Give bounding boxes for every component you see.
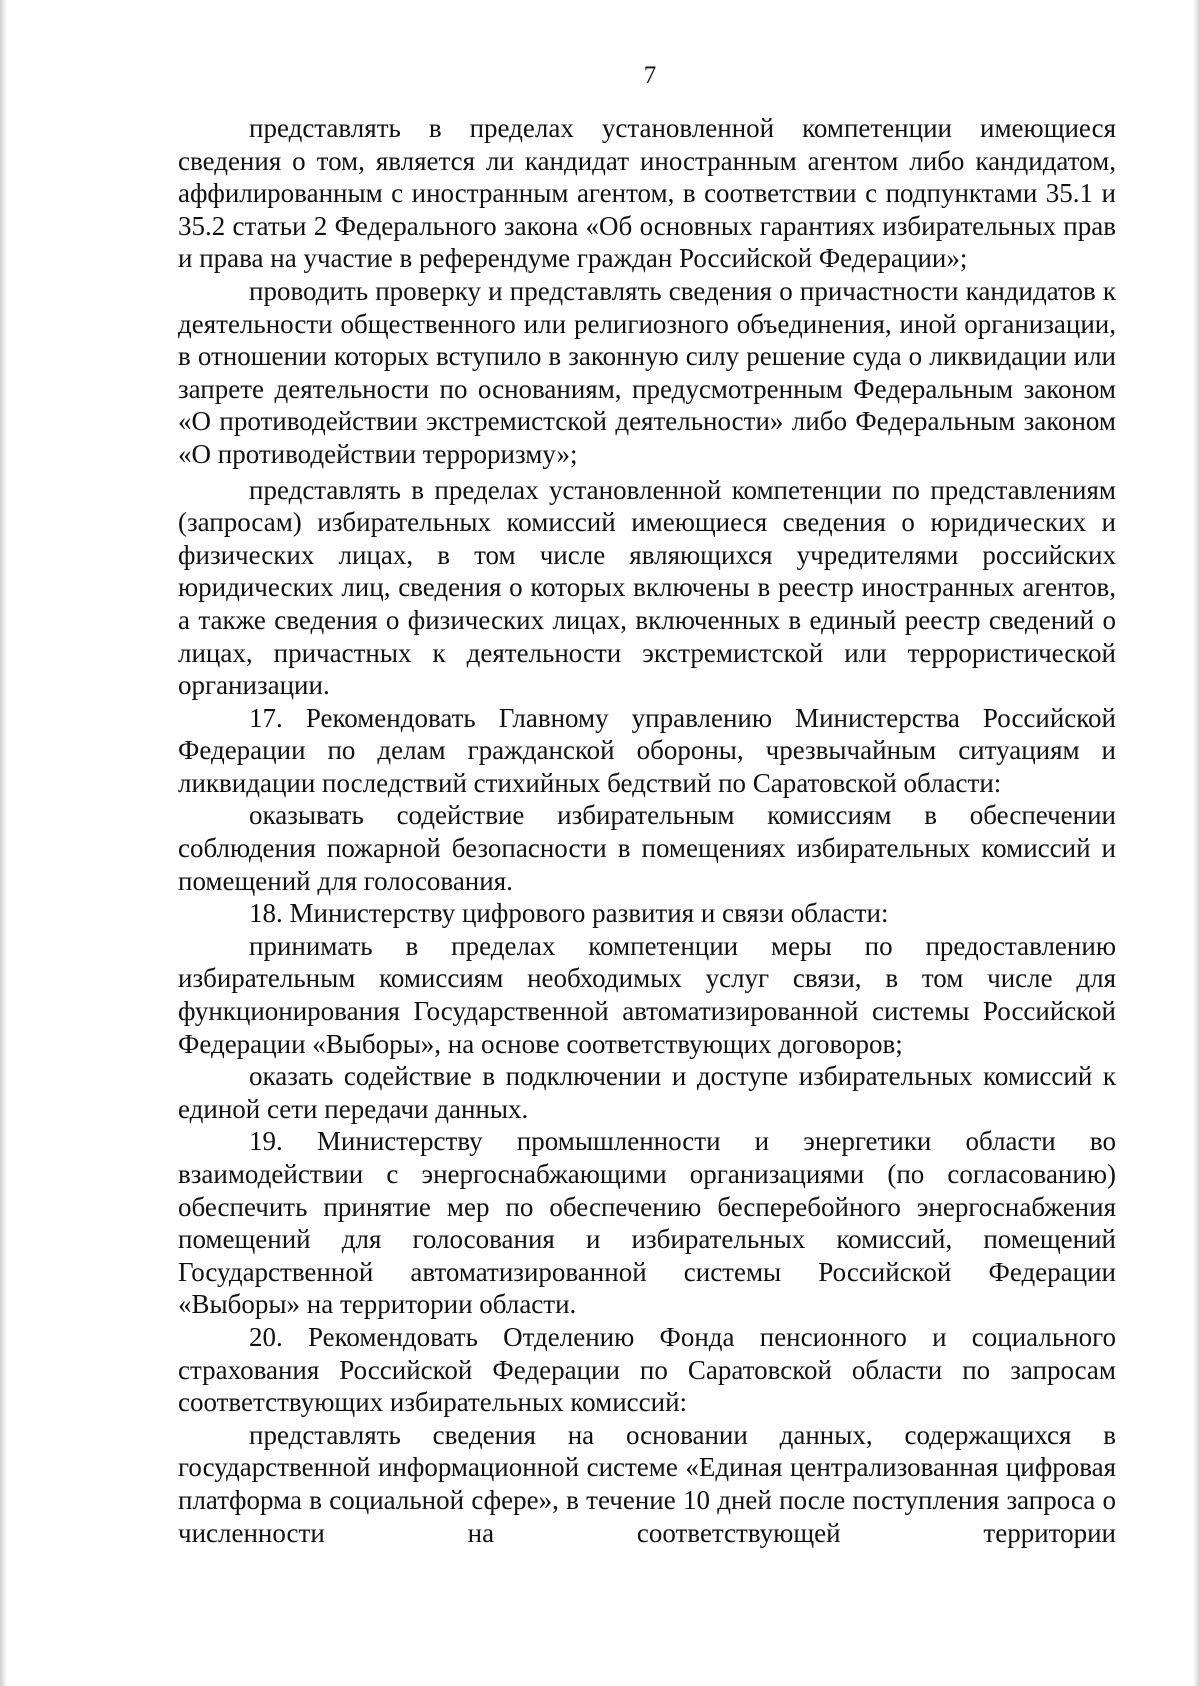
- document-body: [178, 112, 1116, 1549]
- scan-edge-right: [1193, 0, 1200, 1686]
- paragraph-communication-services: принимать в пределах компетенции меры по предоставлению избирательным комиссиям необходимых услуг связи, в том числе для функционирования Государственной автоматизированной системы Российской Федерации «Выборы», на основе соответствующих договоров;: [178, 930, 1116, 1059]
- paragraph-fire-safety: оказывать содействие избирательным комиссиям в обеспечении соблюдения пожарной безопасности в помещениях избирательных комиссий и помещений для голосования.: [178, 800, 1116, 896]
- paragraph-item-18: 18. Министерству цифрового развития и связи области:: [249, 898, 889, 929]
- paragraph-legal-entities-info: представлять в пределах установленной компетенции по представлениям (запросам) избирательных комиссий имеющиеся сведения о юридических и физических лицах, в том числе являющихся учредителями российских юридических лиц, сведения о которых включены в реестр иностранных агентов, а также сведения о физических лицах, включенных в единый реестр сведений о лицах, причастных к деятельности экстремистской или террористической организации.: [178, 474, 1116, 701]
- paragraph-extremism-check: проводить проверку и представлять сведения о причастности кандидатов к деятельности общественного или религиозного объединения, иной организации, в отношении которых вступило в законную силу решение суда о ликвидации или запрете деятельности по основаниям, предусмотренным Федеральным законом «О противодействии экстремистской деятельности» либо Федеральным законом «О противодействии терроризму»;: [178, 275, 1116, 469]
- scan-edge-left: [0, 0, 7, 1686]
- paragraph-item-20: 20. Рекомендовать Отделению Фонда пенсионного и социального страхования Российской Федерации по Саратовской области по запросам соответствующих избирательных комиссий:: [178, 1321, 1116, 1418]
- paragraph-data-network: оказать содействие в подключении и доступе избирательных комиссий к единой сети передачи данных.: [178, 1061, 1116, 1124]
- page-number: 7: [643, 62, 657, 89]
- paragraph-foreign-agent-info: представлять в пределах установленной компетенции имеющиеся сведения о том, является ли кандидат иностранным агентом либо кандидатом, аффилированным с иностранным агентом, в соответствии с подпунктами 35.1 и 35.2 статьи 2 Федерального закона «Об основных гарантиях избирательных прав и права на участие в референдуме граждан Российской Федерации»;: [178, 113, 1116, 274]
- paragraph-item-17: 17. Рекомендовать Главному управлению Министерства Российской Федерации по делам гражданской обороны, чрезвычайным ситуациям и ликвидации последствий стихийных бедствий по Саратовской области:: [178, 702, 1116, 798]
- paragraph-social-platform-data: представлять сведения на основании данных, содержащихся в государственной информационной системе «Единая централизованная цифровая платформа в социальной сфере», в течение 10 дней после поступления запроса о численности на соответствующей территории: [178, 1419, 1116, 1548]
- paragraph-item-19: 19. Министерству промышленности и энергетики области во взаимодействии с энергоснабжающими организациями (по согласованию) обеспечить принятие мер по обеспечению бесперебойного энергоснабжения помещений для голосования и избирательных комиссий, помещений Государственной автоматизированной системы Российской Федерации «Выборы» на территории области.: [178, 1126, 1116, 1320]
